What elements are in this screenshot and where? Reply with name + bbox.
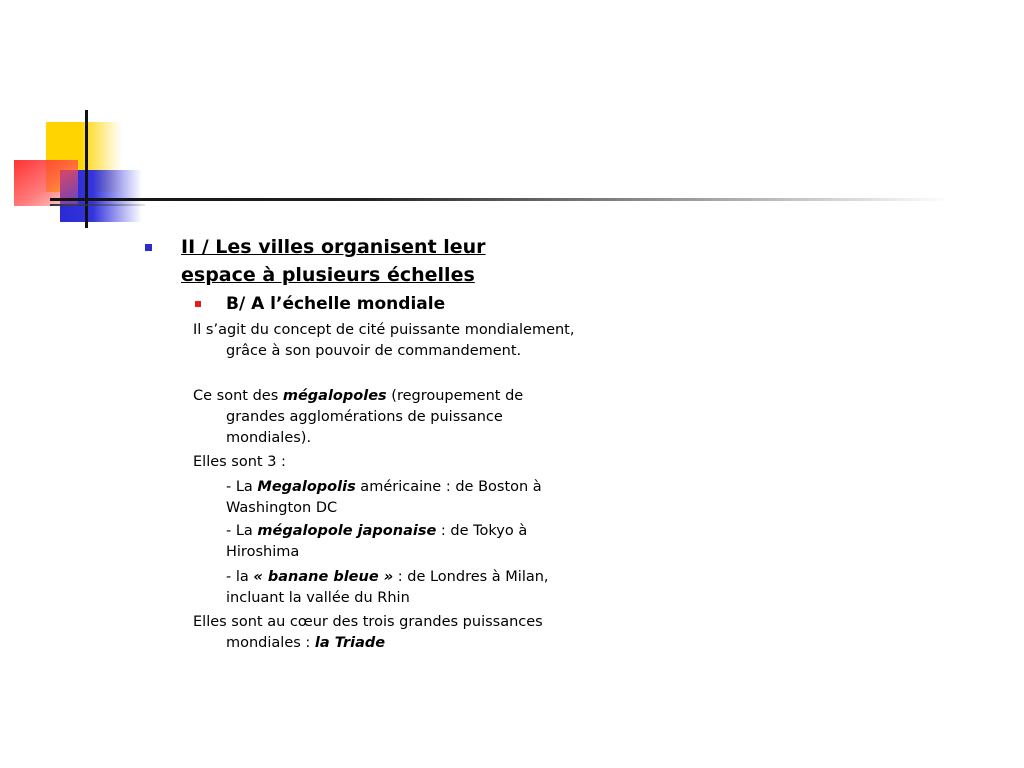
text-span: : de Londres à Milan, incluant la vallée du Rhin	[226, 569, 549, 606]
text-span: : de Tokyo à Hiroshima	[226, 523, 528, 560]
text-span: - La	[226, 523, 258, 539]
emphasis-triade: la Triade	[314, 635, 386, 651]
paragraph-triade	[193, 612, 586, 654]
emphasis-megalopoles: mégalopoles	[282, 388, 387, 404]
text-span: américaine : de Boston à Washington DC	[226, 479, 542, 516]
slide-title: II / Les villes organisent leur espace à plusieurs échelles	[181, 236, 486, 286]
paragraph-count: Elles sont 3 :	[193, 454, 286, 470]
text-span: Ce sont des	[193, 388, 283, 404]
paragraph-concept: Il s’agit du concept de cité puissante mondialement, grâce à son pouvoir de commandement.	[193, 322, 575, 359]
bullet-square-icon	[195, 301, 201, 307]
list-item-banane-bleue	[226, 567, 556, 609]
bullet-square-icon	[145, 244, 152, 251]
text-span: - la	[226, 569, 254, 585]
text-span: Elles sont au cœur des trois grandes puissances mondiales :	[193, 614, 543, 651]
paragraph-megalopoles	[193, 386, 586, 449]
list-item-megalopolis	[226, 477, 556, 519]
emphasis-megalopole-japonaise: mégalopole japonaise	[257, 523, 437, 539]
list-item-megalopole-japonaise	[226, 521, 556, 563]
emphasis-megalopolis: Megalopolis	[257, 479, 356, 495]
section-subtitle: B/ A l’échelle mondiale	[226, 294, 446, 314]
text-span: (regroupement de grandes agglomérations de puissance mondiales).	[226, 388, 524, 446]
text-span: - La	[226, 479, 258, 495]
emphasis-banane-bleue: « banane bleue »	[253, 569, 394, 585]
